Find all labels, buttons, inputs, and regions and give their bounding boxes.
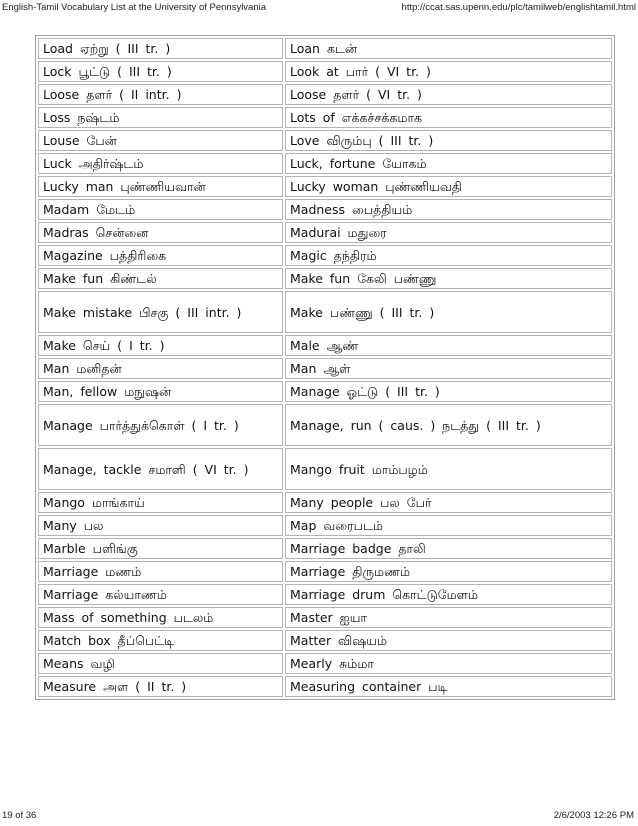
table-row (38, 130, 612, 151)
vocab-entry-right: Loan கடன் (285, 38, 612, 59)
table-row (38, 245, 612, 266)
vocab-entry-right: Mearly சும்மா (285, 653, 612, 674)
table-row (38, 153, 612, 174)
table-row (38, 676, 612, 697)
print-datetime: 2/6/2003 12:26 PM (553, 810, 634, 821)
vocab-entry-left: Manage, tackle சமாளி ( VI tr. ) (38, 448, 283, 490)
vocab-entry-left: Madras சென்னை (38, 222, 283, 243)
vocab-entry-right: Madness பைத்தியம் (285, 199, 612, 220)
table-row (38, 84, 612, 105)
page-url: http://ccat.sas.upenn.edu/plc/tamilweb/englishtamil.html (401, 2, 636, 13)
table-row (38, 176, 612, 197)
vocabulary-table (35, 35, 615, 700)
table-row (38, 199, 612, 220)
vocab-entry-right: Lots of எக்கச்சக்கமாக (285, 107, 612, 128)
vocab-entry-left: Make fun கிண்டல் (38, 268, 283, 289)
vocab-entry-left: Mass of something படலம் (38, 607, 283, 628)
vocab-entry-right: Make பண்ணு ( III tr. ) (285, 291, 612, 333)
vocab-entry-left: Lucky man புண்ணியவான் (38, 176, 283, 197)
table-row (38, 38, 612, 59)
vocab-entry-right: Man ஆள் (285, 358, 612, 379)
vocab-entry-left: Loose தளர் ( II intr. ) (38, 84, 283, 105)
table-row (38, 448, 612, 490)
vocab-entry-right: Marriage badge தாலி (285, 538, 612, 559)
table-row (38, 222, 612, 243)
vocab-entry-right: Male ஆண் (285, 335, 612, 356)
vocab-entry-left: Means வழி (38, 653, 283, 674)
vocab-entry-left: Marble பளிங்கு (38, 538, 283, 559)
table-row (38, 381, 612, 402)
table-row (38, 630, 612, 651)
vocab-entry-left: Loss நஷ்டம் (38, 107, 283, 128)
vocab-entry-right: Master ஐயா (285, 607, 612, 628)
vocab-entry-left: Measure அள ( II tr. ) (38, 676, 283, 697)
vocab-entry-right: Measuring container படி (285, 676, 612, 697)
table-row (38, 268, 612, 289)
vocab-entry-right: Map வரைபடம் (285, 515, 612, 536)
vocab-entry-left: Madam மேடம் (38, 199, 283, 220)
table-row (38, 291, 612, 333)
vocab-entry-left: Luck அதிர்ஷ்டம் (38, 153, 283, 174)
vocab-entry-right: Manage ஓட்டு ( III tr. ) (285, 381, 612, 402)
vocab-entry-right: Loose தளர் ( VI tr. ) (285, 84, 612, 105)
vocab-entry-left: Make செய் ( I tr. ) (38, 335, 283, 356)
table-row (38, 515, 612, 536)
table-row (38, 358, 612, 379)
vocab-entry-left: Lock பூட்டு ( III tr. ) (38, 61, 283, 82)
table-row (38, 653, 612, 674)
vocab-entry-right: Luck, fortune யோகம் (285, 153, 612, 174)
table-row (38, 404, 612, 446)
browser-print-footer (0, 808, 638, 824)
table-row (38, 584, 612, 605)
table-row (38, 538, 612, 559)
vocab-entry-left: Load ஏற்று ( III tr. ) (38, 38, 283, 59)
vocab-entry-right: Marriage திருமணம் (285, 561, 612, 582)
vocab-entry-right: Many people பல பேர் (285, 492, 612, 513)
vocab-entry-right: Look at பார் ( VI tr. ) (285, 61, 612, 82)
vocab-entry-left: Many பல (38, 515, 283, 536)
page-title: English-Tamil Vocabulary List at the University of Pennsylvania (2, 2, 267, 13)
table-row (38, 607, 612, 628)
vocab-entry-right: Marriage drum கொட்டுமேளம் (285, 584, 612, 605)
vocab-entry-left: Magazine பத்திரிகை (38, 245, 283, 266)
table-row (38, 61, 612, 82)
vocab-entry-right: Lucky woman புண்ணியவதி (285, 176, 612, 197)
vocab-entry-left: Marriage கல்யாணம் (38, 584, 283, 605)
vocab-entry-right: Matter விஷயம் (285, 630, 612, 651)
vocab-entry-left: Louse பேன் (38, 130, 283, 151)
browser-print-header (0, 0, 638, 16)
vocab-entry-left: Man, fellow மநுஷன் (38, 381, 283, 402)
table-row (38, 492, 612, 513)
vocab-entry-right: Madurai மதுரை (285, 222, 612, 243)
vocab-entry-right: Love விரும்பு ( III tr. ) (285, 130, 612, 151)
vocab-entry-right: Manage, run ( caus. ) நடத்து ( III tr. ) (285, 404, 612, 446)
table-row (38, 561, 612, 582)
vocab-entry-left: Make mistake பிசகு ( III intr. ) (38, 291, 283, 333)
vocab-entry-left: Manage பார்த்துக்கொள் ( I tr. ) (38, 404, 283, 446)
page-number: 19 of 36 (2, 810, 37, 821)
vocab-entry-left: Marriage மணம் (38, 561, 283, 582)
vocab-entry-right: Mango fruit மாம்பழம் (285, 448, 612, 490)
vocab-entry-left: Mango மாங்காய் (38, 492, 283, 513)
vocab-entry-left: Man மனிதன் (38, 358, 283, 379)
vocab-entry-right: Make fun கேலி பண்ணு (285, 268, 612, 289)
vocab-entry-left: Match box தீப்பெட்டி (38, 630, 283, 651)
vocab-entry-right: Magic தந்திரம் (285, 245, 612, 266)
table-row (38, 107, 612, 128)
table-row (38, 335, 612, 356)
